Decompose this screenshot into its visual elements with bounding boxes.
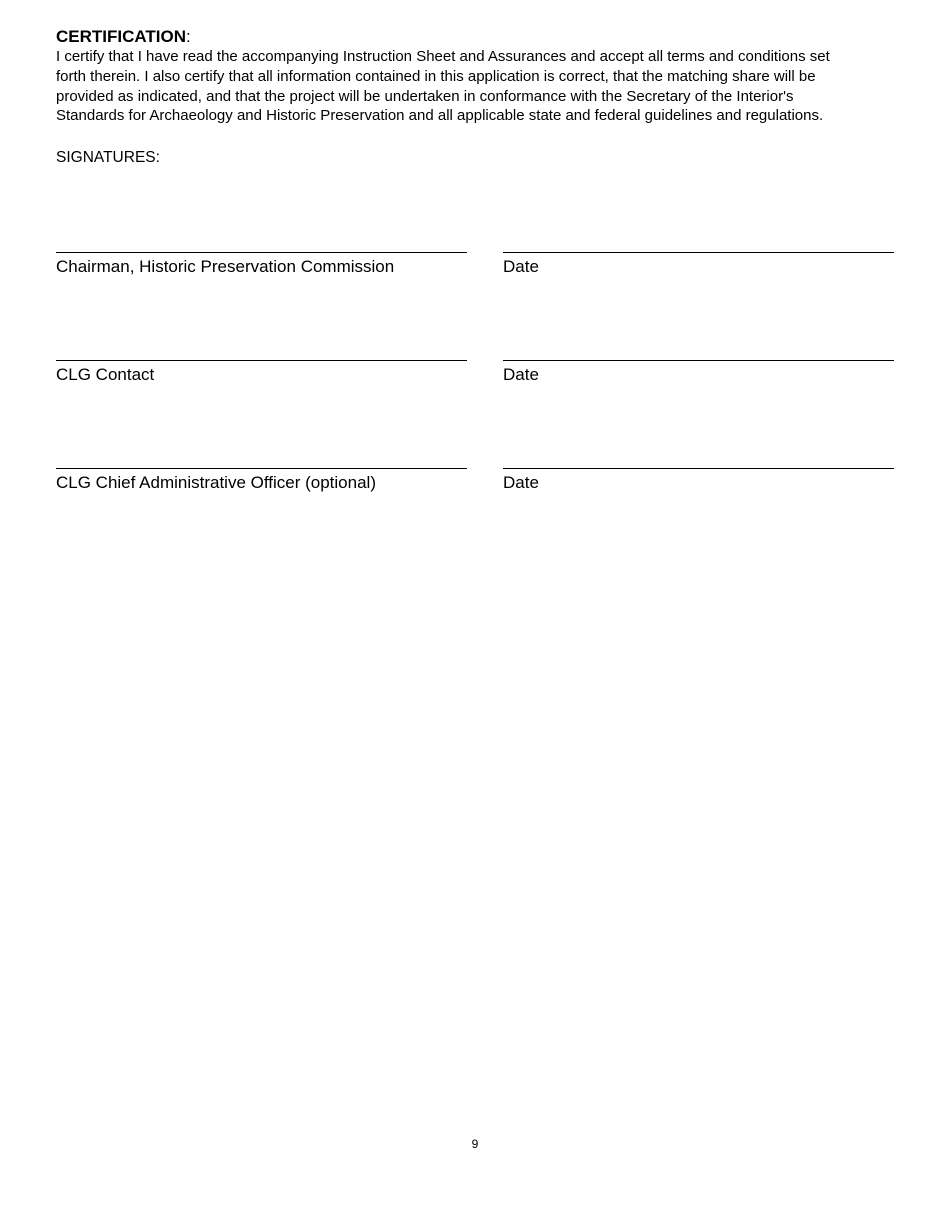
certification-title-colon: : [186,27,191,46]
chairman-date-label: Date [503,257,539,276]
certification-title: CERTIFICATION [56,27,187,46]
signature-row-clg-contact [56,360,896,400]
chairman-date-line[interactable] [503,252,894,253]
chief-admin-date-label: Date [503,473,539,492]
clg-contact-date-line[interactable] [503,360,894,361]
certification-section [56,27,896,126]
page-number: 9 [471,1137,479,1151]
chairman-signature-line[interactable] [56,252,467,253]
certification-line: Standards for Archaeology and Historic Preservation and all applicable state and federal guidelines and regulations. [56,107,824,125]
certification-line: I certify that I have read the accompanying Instruction Sheet and Assurances and accept all terms and conditions set [56,48,830,65]
signatures-heading: SIGNATURES: [56,149,160,166]
signature-row-chief-admin [56,468,896,508]
certification-line: forth therein. I also certify that all information contained in this application is correct, that the matching share will be [56,67,816,85]
clg-contact-date-label: Date [503,365,539,384]
certification-heading [56,27,896,47]
clg-contact-signature-line[interactable] [56,360,467,361]
chief-admin-signature-line[interactable] [56,468,467,469]
chairman-signer-label: Chairman, Historic Preservation Commission [56,257,395,276]
chief-admin-signer-label: CLG Chief Administrative Officer (optional) [56,473,376,492]
signature-row-chairman [56,252,896,292]
chief-admin-date-line[interactable] [503,468,894,469]
clg-contact-signer-label: CLG Contact [56,365,155,384]
certification-line: provided as indicated, and that the project will be undertaken in conformance with the Secretary of the Interior's [56,87,794,105]
certification-statement [56,47,896,126]
